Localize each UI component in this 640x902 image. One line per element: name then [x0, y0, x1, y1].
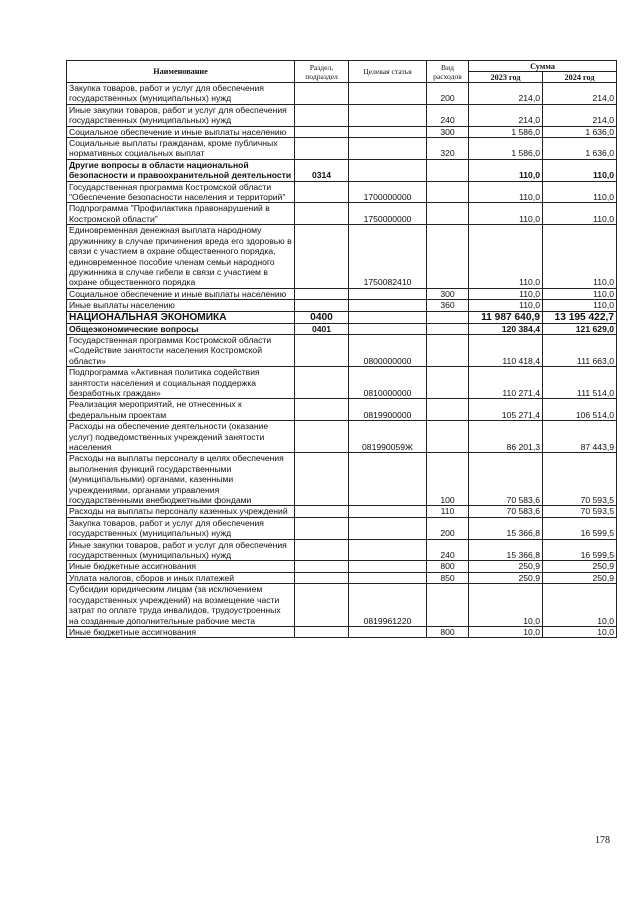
cell-2024: 10,0: [543, 626, 617, 637]
cell-section: [295, 104, 349, 126]
header-sum: Сумма: [469, 61, 617, 72]
table-row: [67, 159, 617, 181]
table-row: [67, 311, 617, 323]
cell-2023: 105 271,4: [469, 399, 543, 421]
budget-table-sheet: [66, 60, 616, 638]
table-row: [67, 539, 617, 561]
header-name: Наименование: [67, 61, 295, 83]
cell-type: 200: [427, 83, 469, 105]
cell-2024: 110,0: [543, 288, 617, 299]
cell-target: 0819961220: [349, 584, 427, 627]
cell-section: [295, 83, 349, 105]
header-type: Вид расходов: [427, 61, 469, 83]
cell-type: [427, 584, 469, 627]
cell-name: Закупка товаров, работ и услуг для обеспечения государственных (муниципальных) нужд: [67, 517, 295, 539]
table-row: [67, 126, 617, 137]
cell-type: 240: [427, 539, 469, 561]
cell-type: [427, 181, 469, 203]
cell-2023: 250,9: [469, 561, 543, 572]
cell-2023: 110,0: [469, 300, 543, 311]
cell-target: [349, 104, 427, 126]
cell-section: [295, 572, 349, 583]
table-row: [67, 421, 617, 453]
cell-name: Подпрограмма «Активная политика содействия занятости населения и социальная поддержка безработных граждан»: [67, 367, 295, 399]
cell-section: [295, 453, 349, 506]
cell-section: 0401: [295, 323, 349, 334]
cell-2023: 110 271,4: [469, 367, 543, 399]
cell-2023: 110,0: [469, 203, 543, 225]
cell-2024: 214,0: [543, 83, 617, 105]
cell-section: [295, 300, 349, 311]
cell-name: Государственная программа Костромской области "Обеспечение безопасности населения и территорий": [67, 181, 295, 203]
cell-section: [295, 399, 349, 421]
cell-name: Закупка товаров, работ и услуг для обеспечения государственных (муниципальных) нужд: [67, 83, 295, 105]
cell-2024: 70 593,5: [543, 453, 617, 506]
cell-section: [295, 181, 349, 203]
header-year-2023: 2023 год: [469, 72, 543, 83]
cell-2023: 70 583,6: [469, 453, 543, 506]
cell-2024: 214,0: [543, 104, 617, 126]
cell-section: [295, 506, 349, 517]
cell-target: [349, 311, 427, 323]
cell-target: 0819900000: [349, 399, 427, 421]
cell-type: 300: [427, 288, 469, 299]
cell-2023: 110,0: [469, 225, 543, 288]
cell-2024: 16 599,5: [543, 517, 617, 539]
cell-type: 200: [427, 517, 469, 539]
cell-2023: 250,9: [469, 572, 543, 583]
table-row: [67, 517, 617, 539]
cell-type: 240: [427, 104, 469, 126]
cell-name: Расходы на выплаты персоналу казенных учреждений: [67, 506, 295, 517]
cell-type: [427, 399, 469, 421]
cell-2023: 10,0: [469, 584, 543, 627]
cell-target: [349, 453, 427, 506]
cell-2023: 86 201,3: [469, 421, 543, 453]
table-row: [67, 334, 617, 366]
cell-type: [427, 203, 469, 225]
cell-target: 1750082410: [349, 225, 427, 288]
cell-section: [295, 561, 349, 572]
cell-target: [349, 288, 427, 299]
cell-target: [349, 323, 427, 334]
cell-target: [349, 138, 427, 160]
table-row: [67, 83, 617, 105]
cell-2024: 1 636,0: [543, 126, 617, 137]
cell-type: [427, 421, 469, 453]
cell-type: 360: [427, 300, 469, 311]
cell-2023: 120 384,4: [469, 323, 543, 334]
cell-name: Субсидии юридическим лицам (за исключением государственных учреждений) на возмещение части затрат по оплате труда инвалидов, трудоустроенных на созданные дополнительные рабочие места: [67, 584, 295, 627]
cell-type: [427, 323, 469, 334]
cell-2024: 10,0: [543, 584, 617, 627]
cell-2024: 111 663,0: [543, 334, 617, 366]
cell-2023: 110 418,4: [469, 334, 543, 366]
cell-section: [295, 334, 349, 366]
table-row: [67, 399, 617, 421]
cell-section: [295, 584, 349, 627]
cell-name: Социальные выплаты гражданам, кроме публичных нормативных социальных выплат: [67, 138, 295, 160]
table-row: [67, 323, 617, 334]
table-row: [67, 506, 617, 517]
table-row: [67, 453, 617, 506]
table-row: [67, 572, 617, 583]
cell-2023: 11 987 640,9: [469, 311, 543, 323]
table-row: [67, 225, 617, 288]
cell-2023: 15 366,8: [469, 517, 543, 539]
cell-name: Иные бюджетные ассигнования: [67, 626, 295, 637]
cell-section: [295, 367, 349, 399]
cell-2024: 110,0: [543, 300, 617, 311]
cell-2024: 110,0: [543, 159, 617, 181]
cell-2024: 106 514,0: [543, 399, 617, 421]
cell-target: [349, 83, 427, 105]
cell-target: [349, 300, 427, 311]
cell-name: Иные выплаты населению: [67, 300, 295, 311]
cell-name: Реализация мероприятий, не отнесенных к федеральным проектам: [67, 399, 295, 421]
cell-target: 081990059Ж: [349, 421, 427, 453]
cell-type: [427, 334, 469, 366]
cell-type: [427, 225, 469, 288]
cell-2023: 1 586,0: [469, 138, 543, 160]
page-number: 178: [595, 835, 610, 846]
cell-name: Общеэкономические вопросы: [67, 323, 295, 334]
table-row: [67, 104, 617, 126]
cell-2024: 121 629,0: [543, 323, 617, 334]
cell-2024: 250,9: [543, 561, 617, 572]
cell-type: [427, 159, 469, 181]
cell-type: [427, 311, 469, 323]
cell-name: Уплата налогов, сборов и иных платежей: [67, 572, 295, 583]
cell-name: Социальное обеспечение и иные выплаты населению: [67, 126, 295, 137]
cell-target: 1700000000: [349, 181, 427, 203]
cell-section: [295, 225, 349, 288]
cell-target: [349, 159, 427, 181]
cell-name: Иные закупки товаров, работ и услуг для обеспечения государственных (муниципальных) нужд: [67, 539, 295, 561]
cell-name: Другие вопросы в области национальной безопасности и правоохранительной деятельности: [67, 159, 295, 181]
cell-2024: 110,0: [543, 203, 617, 225]
cell-2023: 214,0: [469, 104, 543, 126]
cell-section: [295, 203, 349, 225]
cell-name: Подпрограмма "Профилактика правонарушений в Костромской области": [67, 203, 295, 225]
cell-2024: 70 593,5: [543, 506, 617, 517]
cell-target: [349, 506, 427, 517]
cell-2024: 13 195 422,7: [543, 311, 617, 323]
cell-section: 0400: [295, 311, 349, 323]
cell-target: [349, 517, 427, 539]
cell-2023: 70 583,6: [469, 506, 543, 517]
cell-2024: 87 443,9: [543, 421, 617, 453]
cell-type: 800: [427, 561, 469, 572]
cell-name: Расходы на выплаты персоналу в целях обеспечения выполнения функций государственными (муниципальными) органами, казенными учреждениями, органами управления государственными внебюджетными фондами: [67, 453, 295, 506]
cell-section: [295, 539, 349, 561]
cell-2024: 111 514,0: [543, 367, 617, 399]
cell-target: [349, 126, 427, 137]
table-row: [67, 181, 617, 203]
cell-target: 0800000000: [349, 334, 427, 366]
cell-2024: 1 636,0: [543, 138, 617, 160]
cell-section: [295, 126, 349, 137]
cell-2024: 16 599,5: [543, 539, 617, 561]
table-row: [67, 203, 617, 225]
cell-target: [349, 626, 427, 637]
table-row: [67, 138, 617, 160]
cell-name: Иные закупки товаров, работ и услуг для обеспечения государственных (муниципальных) нужд: [67, 104, 295, 126]
cell-target: 1750000000: [349, 203, 427, 225]
cell-section: [295, 626, 349, 637]
cell-name: Государственная программа Костромской области «Содействие занятости населения Костромской области»: [67, 334, 295, 366]
cell-2024: 250,9: [543, 572, 617, 583]
cell-name: НАЦИОНАЛЬНАЯ ЭКОНОМИКА: [67, 311, 295, 323]
table-header: [67, 61, 617, 83]
table-row: [67, 367, 617, 399]
cell-target: 0810000000: [349, 367, 427, 399]
header-section: Раздел, подраздел: [295, 61, 349, 83]
header-year-2024: 2024 год: [543, 72, 617, 83]
cell-section: [295, 517, 349, 539]
cell-2024: 110,0: [543, 181, 617, 203]
cell-2023: 110,0: [469, 181, 543, 203]
cell-name: Единовременная денежная выплата народному дружиннику в случае причинения вреда его здоровью в связи с участием в охране общественного порядка, единовременное пособие членам семьи народного дружинника в случае гибели в связи с участием в охране общественного порядка: [67, 225, 295, 288]
cell-2023: 110,0: [469, 288, 543, 299]
cell-2023: 10,0: [469, 626, 543, 637]
cell-section: [295, 421, 349, 453]
cell-section: [295, 288, 349, 299]
cell-target: [349, 572, 427, 583]
cell-2023: 110,0: [469, 159, 543, 181]
header-target: Целевая статья: [349, 61, 427, 83]
budget-table: [66, 60, 617, 638]
cell-section: [295, 138, 349, 160]
table-row: [67, 584, 617, 627]
cell-target: [349, 561, 427, 572]
table-row: [67, 288, 617, 299]
table-row: [67, 561, 617, 572]
cell-name: Расходы на обеспечение деятельности (оказание услуг) подведомственных учреждений занятости населения: [67, 421, 295, 453]
cell-target: [349, 539, 427, 561]
cell-name: Иные бюджетные ассигнования: [67, 561, 295, 572]
cell-name: Социальное обеспечение и иные выплаты населению: [67, 288, 295, 299]
cell-type: 850: [427, 572, 469, 583]
cell-2023: 1 586,0: [469, 126, 543, 137]
cell-type: 300: [427, 126, 469, 137]
cell-type: 100: [427, 453, 469, 506]
cell-2023: 15 366,8: [469, 539, 543, 561]
table-row: [67, 626, 617, 637]
cell-type: [427, 367, 469, 399]
cell-2024: 110,0: [543, 225, 617, 288]
cell-section: 0314: [295, 159, 349, 181]
cell-type: 320: [427, 138, 469, 160]
cell-2023: 214,0: [469, 83, 543, 105]
cell-type: 800: [427, 626, 469, 637]
table-body: [67, 83, 617, 638]
table-row: [67, 300, 617, 311]
cell-type: 110: [427, 506, 469, 517]
